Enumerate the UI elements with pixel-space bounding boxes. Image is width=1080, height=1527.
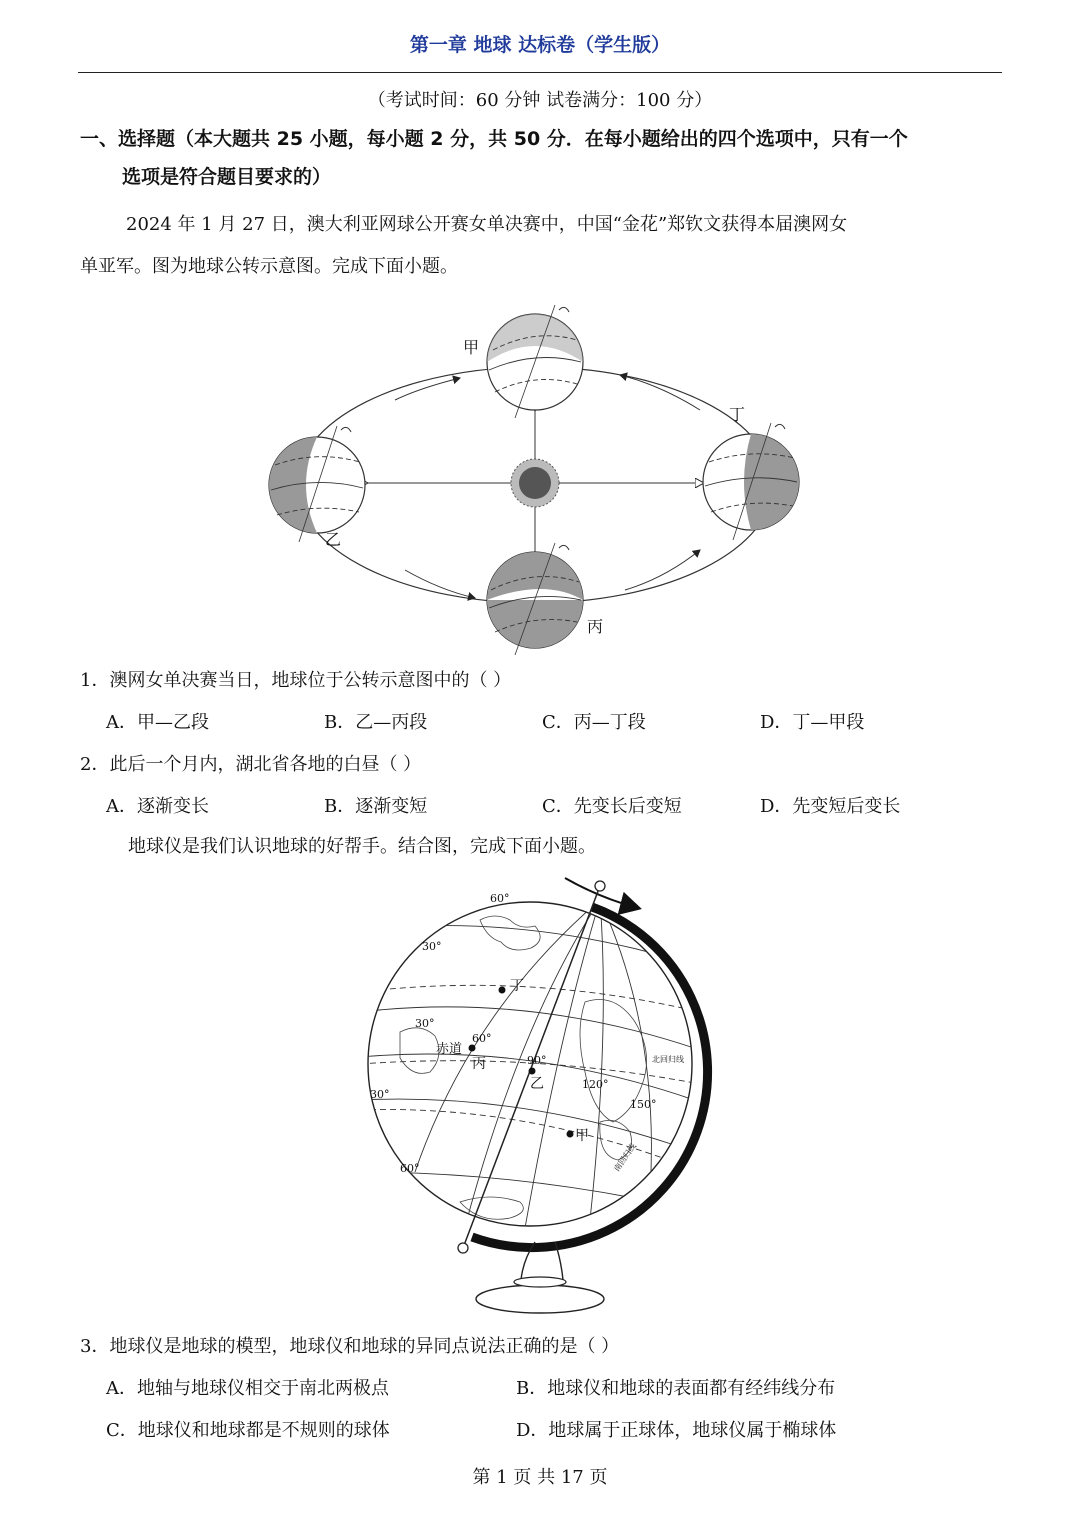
q3-option-c[interactable]: C．地球仪和地球都是不规则的球体 [106, 1420, 390, 1441]
question-2-stem: 2．此后一个月内，湖北省各地的白昼（ ） [80, 754, 422, 775]
page-number: 第 1 页 共 17 页 [472, 1467, 608, 1488]
globe-stand-base [476, 1285, 604, 1313]
lat-label-60s: 60° [400, 1162, 420, 1175]
earth-position-yi [269, 426, 365, 542]
label-bing: 丙 [587, 617, 604, 636]
sun-icon [511, 459, 559, 507]
lon-label-90: 90° [527, 1054, 547, 1067]
tropic-north-label: 北回归线 [652, 1055, 684, 1064]
question-3-options-row1 [106, 1374, 1006, 1400]
lat-label-60n: 60° [490, 892, 510, 905]
section-heading-line1: 一、选择题（本大题共 25 小题，每小题 2 分，共 50 分．在每小题给出的四个选项中，只有一个 [80, 128, 908, 150]
label-ding: 丁 [729, 405, 746, 424]
earth-position-ding [703, 423, 799, 540]
section-heading [80, 120, 1010, 196]
lon-label-60: 60° [472, 1032, 492, 1045]
document-title: 第一章 地球 达标卷（学生版） [409, 34, 671, 56]
point-yi [529, 1068, 536, 1075]
label-jia: 甲 [463, 338, 480, 357]
orbit-arrow-top-left [395, 378, 460, 400]
q1-option-a[interactable]: A．甲—乙段 [106, 712, 209, 733]
south-pole-knob [458, 1243, 468, 1253]
lat-label-30n: 30° [422, 940, 442, 953]
point-label-ding: 丁 [510, 978, 524, 994]
point-jia [567, 1131, 574, 1138]
passage-1 [80, 204, 1000, 288]
q3-option-a[interactable]: A．地轴与地球仪相交于南北两极点 [106, 1378, 389, 1399]
earth-revolution-diagram [255, 300, 815, 655]
label-yi: 乙 [325, 530, 342, 549]
q2-option-c[interactable]: C．先变长后变短 [542, 796, 682, 817]
q2-option-b[interactable]: B．逐渐变短 [324, 796, 428, 817]
earth-position-bing [487, 543, 583, 655]
q1-option-d[interactable]: D．丁—甲段 [760, 712, 865, 733]
globe-diagram [360, 872, 725, 1317]
passage-1-line2: 单亚军。图为地球公转示意图。完成下面小题。 [80, 256, 458, 277]
header-divider [78, 72, 1002, 73]
passage-2-line1: 地球仪是我们认识地球的好帮手。结合图，完成下面小题。 [128, 836, 596, 857]
q3-option-d[interactable]: D．地球属于正球体，地球仪属于椭球体 [516, 1420, 837, 1441]
lon-label-150: 150° [630, 1098, 657, 1111]
equator-label: 赤道 [436, 1042, 463, 1057]
point-label-yi: 乙 [530, 1076, 544, 1092]
q3-option-b[interactable]: B．地球仪和地球的表面都有经纬线分布 [516, 1378, 836, 1399]
q1-option-b[interactable]: B．乙—丙段 [324, 712, 428, 733]
question-3-options-row2 [106, 1416, 1006, 1442]
section-heading-line2: 选项是符合题目要求的） [122, 166, 332, 188]
tropic-south-label: 南回归线 [612, 1141, 638, 1174]
passage-1-line1: 2024 年 1 月 27 日，澳大利亚网球公开赛女单决赛中，中国“金花”郑钦文获得本届澳网女 [126, 214, 848, 235]
passage-2 [128, 826, 1048, 868]
question-3-stem: 3．地球仪是地球的模型，地球仪和地球的异同点说法正确的是（ ） [80, 1336, 620, 1357]
lat-label-30-mid: 30° [415, 1017, 435, 1030]
exam-info: （考试时间：60 分钟 试卷满分：100 分） [367, 90, 713, 111]
question-1-stem: 1．澳网女单决赛当日，地球位于公转示意图中的（ ） [80, 670, 512, 691]
lon-label-120: 120° [582, 1078, 609, 1091]
point-label-jia: 甲 [575, 1128, 589, 1144]
question-2-options [106, 792, 1006, 818]
lat-label-30s: 30° [370, 1088, 390, 1101]
q2-option-d[interactable]: D．先变短后变长 [760, 796, 901, 817]
q1-option-c[interactable]: C．丙—丁段 [542, 712, 646, 733]
question-1-options [106, 708, 1006, 734]
point-ding [499, 987, 506, 994]
q2-option-a[interactable]: A．逐渐变长 [106, 796, 209, 817]
earth-position-jia [487, 305, 583, 418]
north-pole-knob [595, 881, 605, 891]
orbit-arrow-top-right [620, 375, 700, 410]
point-label-bing: 丙 [472, 1056, 486, 1072]
orbit-arrow-bottom-right [625, 550, 700, 590]
point-bing [469, 1045, 476, 1052]
